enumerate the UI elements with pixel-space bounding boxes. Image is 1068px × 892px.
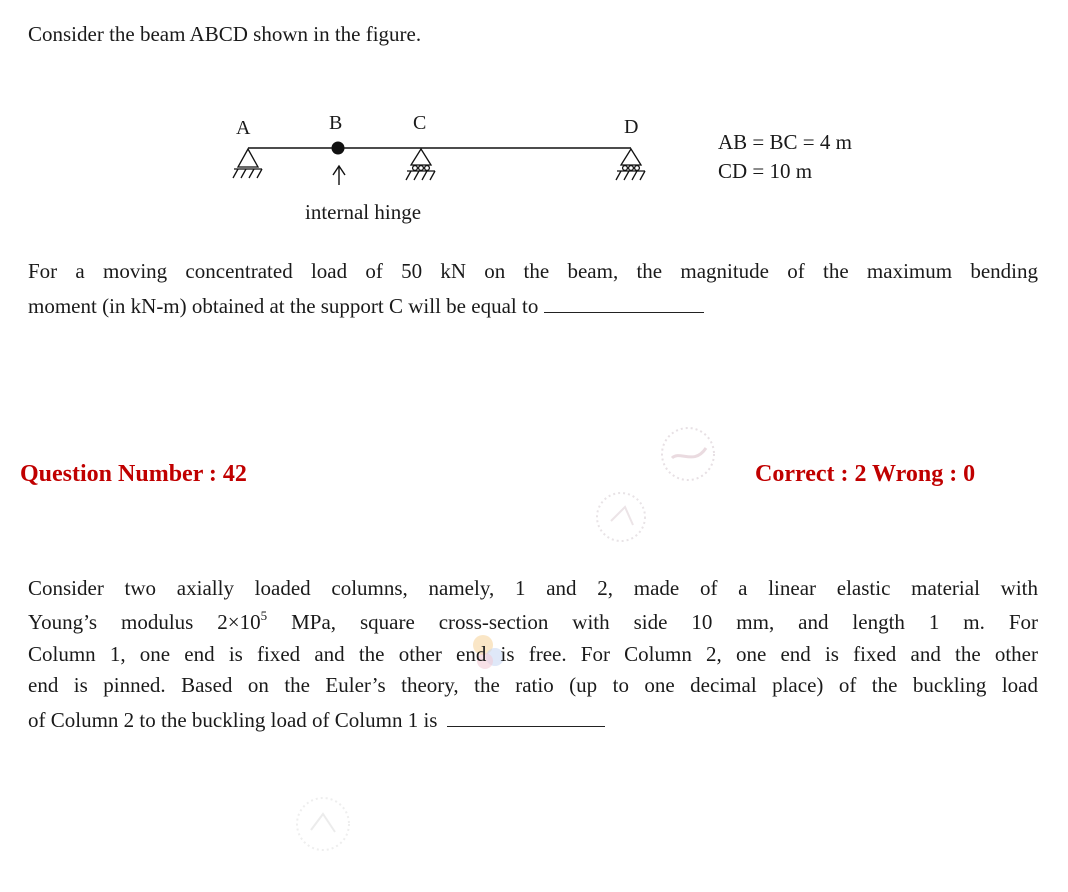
support-d-icon: [616, 149, 645, 180]
support-a-icon: [233, 149, 262, 178]
support-c-icon: [406, 149, 435, 180]
q41-line-1: For a moving concentrated load of 50 kN on the beam, the magnitude of the maximum bending: [28, 259, 1038, 283]
label-b: B: [329, 112, 343, 134]
label-c: C: [413, 112, 427, 134]
q42-line-2-pre: Young’s modulus 2×10: [28, 610, 261, 634]
q42-line-5-text: of Column 2 to the buckling load of Column 1 is: [28, 708, 438, 732]
q42-line-3: Column 1, one end is fixed and the other end is free. For Column 2, one end is fixed and the other: [28, 642, 1038, 666]
q41-intro: Consider the beam ABCD shown in the figure.: [28, 22, 422, 46]
q41-line-2-text: moment (in kN-m) obtained at the support C will be equal to: [28, 294, 539, 318]
q42-line-2-sup: 5: [260, 608, 268, 623]
q41-line-2: [28, 290, 704, 322]
hinge-b-icon: [332, 142, 345, 155]
hinge-arrow-icon: [333, 166, 345, 185]
q42-line-2-post: MPa, square cross-section with side 10 mm, and length 1 m. For: [267, 610, 1038, 634]
watermark-stamp-icon-2: [585, 485, 660, 550]
answer-blank-41: [544, 302, 704, 313]
q42-line-2: [28, 606, 1038, 638]
q42-line-1: Consider two axially loaded columns, namely, 1 and 2, made of a linear elastic material with: [28, 576, 1038, 600]
score-badge: Correct : 2 Wrong : 0: [755, 461, 976, 487]
label-d: D: [624, 116, 639, 138]
hinge-label: internal hinge: [305, 200, 422, 224]
q42-line-5: [28, 704, 605, 736]
q42-line-4: end is pinned. Based on the Euler’s theory, the ratio (up to one decimal place) of the buckling load: [28, 673, 1038, 697]
label-a: A: [236, 117, 251, 139]
beam-figure: [215, 105, 685, 230]
dim-ab-bc: AB = BC = 4 m: [718, 130, 852, 154]
answer-blank-42: [447, 716, 605, 727]
dim-cd: CD = 10 m: [718, 159, 813, 183]
question-number: Question Number : 42: [20, 461, 247, 487]
watermark-stamp-icon-3: [285, 790, 365, 860]
watermark-stamp-icon: [650, 420, 730, 490]
